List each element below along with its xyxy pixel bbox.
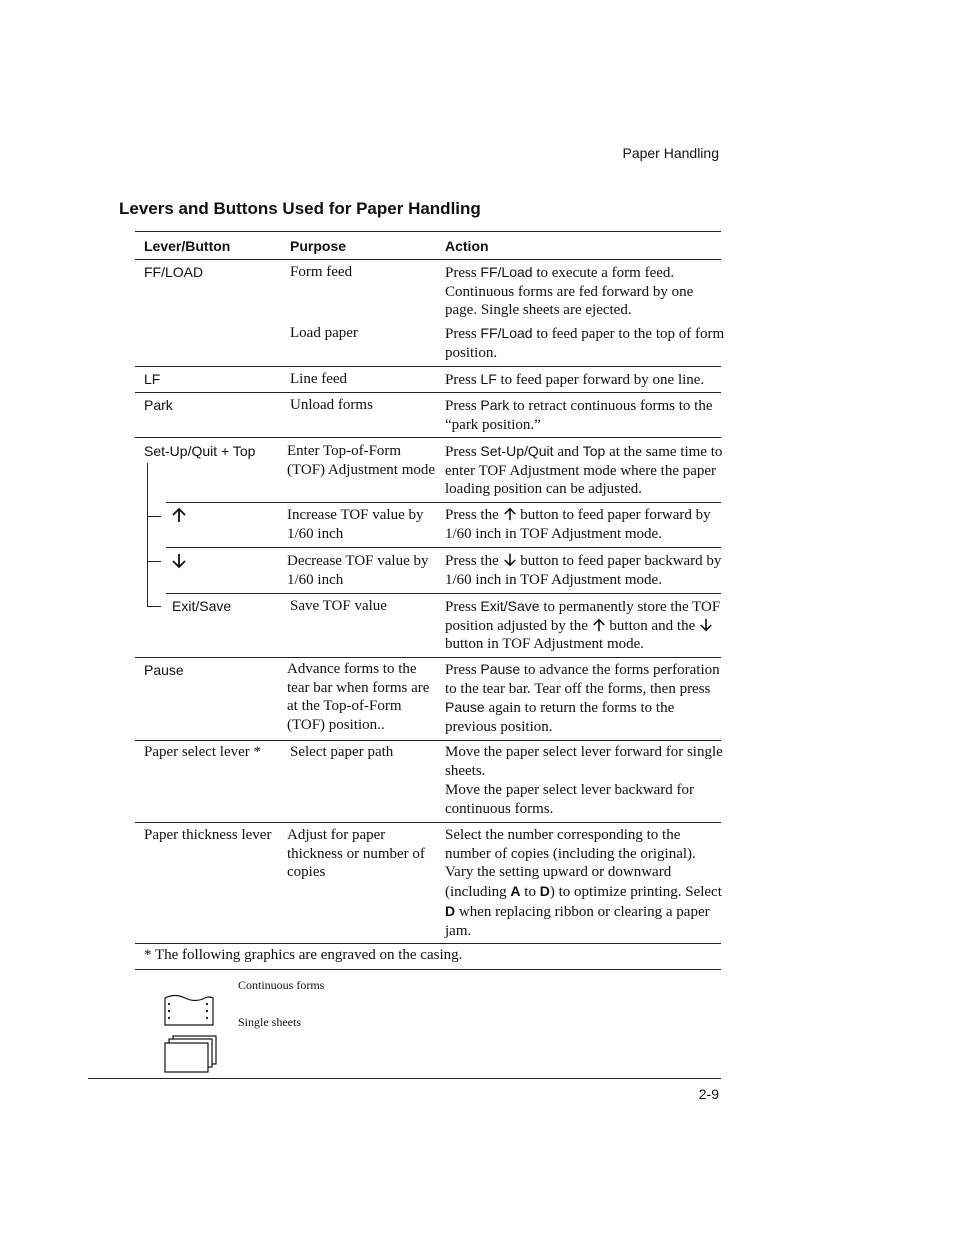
table-row-pause-button: Pause bbox=[144, 662, 184, 678]
subrow-rule bbox=[166, 593, 721, 594]
row-rule bbox=[135, 366, 721, 367]
legend-single-label: Single sheets bbox=[238, 1015, 301, 1029]
table-row-pause-purpose: Advance forms to the tear bar when forms are at the Top-of-Form (TOF) position.. bbox=[287, 661, 430, 734]
subrow-rule bbox=[166, 547, 721, 548]
row-rule bbox=[135, 740, 721, 741]
down-arrow-icon bbox=[503, 553, 517, 569]
table-row-ffload-purpose-1: Form feed bbox=[290, 264, 353, 280]
header-rule bbox=[135, 259, 721, 260]
table-row-setup-purpose: Enter Top-of-Form (TOF) Adjustment mode bbox=[287, 443, 436, 478]
table-row-park-button: Park bbox=[144, 397, 173, 413]
row-rule bbox=[135, 437, 721, 438]
table-row-setup-button: Set-Up/Quit + Top bbox=[144, 443, 256, 459]
table-row-down-purpose: Decrease TOF value by 1/60 inch bbox=[287, 553, 429, 588]
continuous-forms-icon bbox=[163, 993, 215, 1032]
table-row-thickness-action: Select the number corresponding to the number of copies (including the original). Vary the setting upward or downward (including A to D) to optimize printing. Select D when replacing ribbon or clearing a paper jam. bbox=[445, 827, 722, 939]
up-arrow-icon bbox=[172, 507, 186, 527]
table-row-up-action: Press the button to feed paper forward by 1/60 inch in TOF Adjustment mode. bbox=[445, 507, 711, 542]
table-row-ffload-button: FF/LOAD bbox=[144, 264, 204, 280]
table-row-lf-button: LF bbox=[144, 371, 161, 387]
row-rule bbox=[135, 943, 721, 944]
up-arrow-icon bbox=[592, 618, 606, 634]
table-row-pause-action: Press Pause to advance the forms perforation to the tear bar. Tear off the forms, then press Pause again to return the forms to the previous position. bbox=[445, 661, 720, 736]
row-rule bbox=[135, 392, 721, 393]
section-title: Levers and Buttons Used for Paper Handling bbox=[119, 199, 481, 218]
table-row-park-purpose: Unload forms bbox=[290, 397, 373, 413]
table-row-ffload-action-1: Press FF/Load to execute a form feed. Continuous forms are fed forward by one page. Single sheets are ejected. bbox=[445, 264, 694, 319]
row-rule bbox=[135, 657, 721, 658]
table-row-exitsave-action: Press Exit/Save to permanently store the TOF position adjusted by the button and the button in TOF Adjustment mode. bbox=[445, 598, 721, 653]
down-arrow-icon bbox=[172, 553, 186, 573]
down-arrow-icon bbox=[699, 618, 713, 634]
subrow-rule bbox=[166, 502, 721, 503]
row-rule bbox=[135, 822, 721, 823]
table-row-select-purpose: Select paper path bbox=[290, 744, 394, 760]
table-row-ffload-action-2: Press FF/Load to feed paper to the top of form position. bbox=[445, 325, 725, 361]
running-header: Paper Handling bbox=[622, 145, 719, 161]
footnote: * The following graphics are engraved on the casing. bbox=[144, 947, 463, 963]
up-arrow-icon bbox=[503, 507, 517, 523]
table-row-select-action-1: Move the paper select lever forward for single sheets. bbox=[445, 744, 723, 779]
tree-branch bbox=[147, 516, 161, 517]
table-row-exitsave-button: Exit/Save bbox=[172, 598, 232, 614]
table-row-up-purpose: Increase TOF value by 1/60 inch bbox=[287, 507, 424, 542]
column-header-purpose: Purpose bbox=[290, 238, 347, 254]
tree-branch bbox=[147, 606, 161, 607]
tree-branch bbox=[147, 561, 161, 562]
table-row-exitsave-purpose: Save TOF value bbox=[290, 598, 387, 614]
table-row-lf-action: Press LF to feed paper forward by one line. bbox=[445, 371, 705, 388]
tree-connector bbox=[147, 463, 148, 606]
page-number: 2-9 bbox=[698, 1086, 719, 1102]
table-row-thickness-lever: Paper thickness lever bbox=[144, 827, 272, 843]
table-row-lf-purpose: Line feed bbox=[290, 371, 348, 387]
table-row-down-action: Press the button to feed paper backward by 1/60 inch in TOF Adjustment mode. bbox=[445, 553, 722, 588]
table-top-rule bbox=[135, 231, 721, 232]
legend-continuous-label: Continuous forms bbox=[238, 978, 325, 992]
table-row-setup-action: Press Set-Up/Quit and Top at the same time to enter TOF Adjustment mode where the paper loading position can be adjusted. bbox=[445, 443, 723, 498]
table-row-ffload-purpose-2: Load paper bbox=[290, 325, 358, 341]
column-header-action: Action bbox=[445, 238, 489, 254]
table-row-select-lever: Paper select lever * bbox=[144, 744, 262, 760]
footer-rule bbox=[88, 1078, 721, 1079]
footnote-rule bbox=[135, 969, 721, 970]
single-sheets-icon bbox=[163, 1035, 219, 1080]
table-row-select-action-2: Move the paper select lever backward for continuous forms. bbox=[445, 782, 695, 817]
column-header-lever: Lever/Button bbox=[144, 238, 231, 254]
table-row-thickness-purpose: Adjust for paper thickness or number of copies bbox=[287, 827, 425, 881]
table-row-park-action: Press Park to retract continuous forms to the “park position.” bbox=[445, 397, 713, 433]
